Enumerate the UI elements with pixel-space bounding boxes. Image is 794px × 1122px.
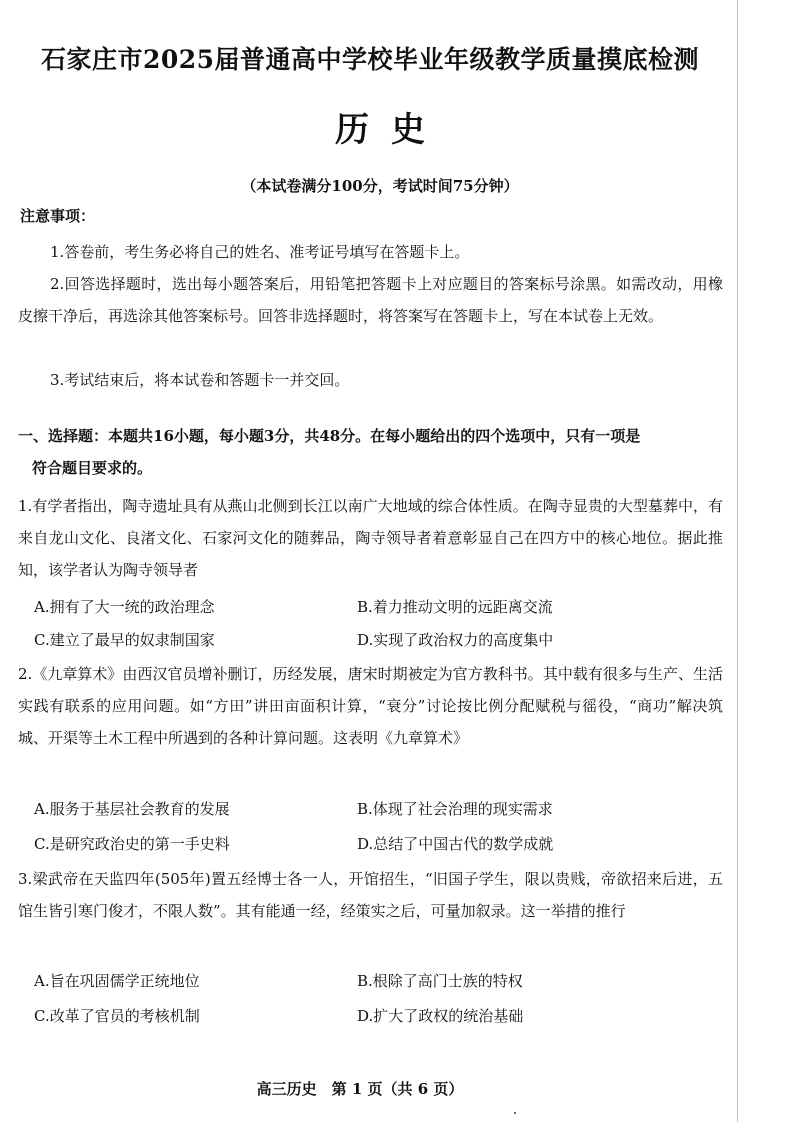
question-1-option-a: A.拥有了大一统的政治理念	[34, 598, 215, 616]
question-2-option-a: A.服务于基层社会教育的发展	[34, 800, 230, 818]
section-heading	[18, 420, 723, 484]
question-3-option-a: A.旨在巩固儒学正统地位	[34, 972, 200, 990]
scan-speck	[514, 1112, 516, 1114]
section-heading-line-2: 符合题目要求的。	[32, 459, 153, 477]
question-2-option-b: B.体现了社会治理的现实需求	[357, 800, 553, 818]
question-1-stem: 1.有学者指出，陶寺遗址具有从燕山北侧到长江以南广大地域的综合体性质。在陶寺显贵的大型墓葬中，有来自龙山文化、良渚文化、石家河文化的随葬品，陶寺领导者着意彰显自己在四方中的核心地位。据此推知，该学者认为陶寺领导者	[18, 497, 723, 579]
question-3-option-b: B.根除了高门士族的特权	[357, 972, 523, 990]
subject-title: 历史	[335, 110, 447, 150]
question-3-option-c: C.改革了官员的考核机制	[34, 1007, 200, 1025]
question-2-stem: 2.《九章算术》由西汉官员增补删订，历经发展，唐宋时期被定为官方教科书。其中载有很多与生产、生活实践有联系的应用问题。如“方田”讲田亩面积计算，“衰分”讨论按比例分配赋税与徭役，“商功”解决筑城、开渠等土木工程中所遇到的各种计算问题。这表明《九章算术》	[18, 665, 723, 747]
section-heading-line-1: 一、选择题：本题共16小题，每小题3分，共48分。在每小题给出的四个选项中，只有一项是	[18, 427, 641, 445]
question-1-option-d: D.实现了政治权力的高度集中	[357, 631, 554, 649]
question-1-option-b: B.着力推动文明的远距离交流	[357, 598, 553, 616]
question-2-option-c: C.是研究政治史的第一手史料	[34, 835, 230, 853]
exam-title: 石家庄市2025届普通高中学校毕业年级教学质量摸底检测	[40, 45, 700, 74]
notice-item-1: 1.答卷前，考生务必将自己的姓名、准考证号填写在答题卡上。	[50, 243, 470, 261]
score-info: （本试卷满分100分，考试时间75分钟）	[241, 177, 519, 195]
question-3-option-d: D.扩大了政权的统治基础	[357, 1007, 524, 1025]
notice-item-2: 2.回答选择题时，选出每小题答案后，用铅笔把答题卡上对应题目的答案标号涂黑。如需改动，用橡皮擦干净后，再选涂其他答案标号。回答非选择题时，将答案写在答题卡上，写在本试卷上无效。	[18, 275, 723, 325]
question-2-option-d: D.总结了中国古代的数学成就	[357, 835, 554, 853]
page-footer: 高三历史 第 1 页（共 6 页）	[256, 1080, 464, 1098]
notice-title: 注意事项：	[20, 207, 96, 225]
notice-item-3: 3.考试结束后，将本试卷和答题卡一并交回。	[50, 371, 350, 389]
question-3-stem: 3.梁武帝在天监四年(505年)置五经博士各一人，开馆招生，“旧国子学生，限以贵贱，帝欲招来后进，五馆生皆引寒门俊才，不限人数”。其有能通一经，经策实之后，可量加叙录。这一举措的推行	[18, 870, 723, 920]
scan-edge-line	[737, 0, 738, 1122]
question-1-option-c: C.建立了最早的奴隶制国家	[34, 631, 215, 649]
